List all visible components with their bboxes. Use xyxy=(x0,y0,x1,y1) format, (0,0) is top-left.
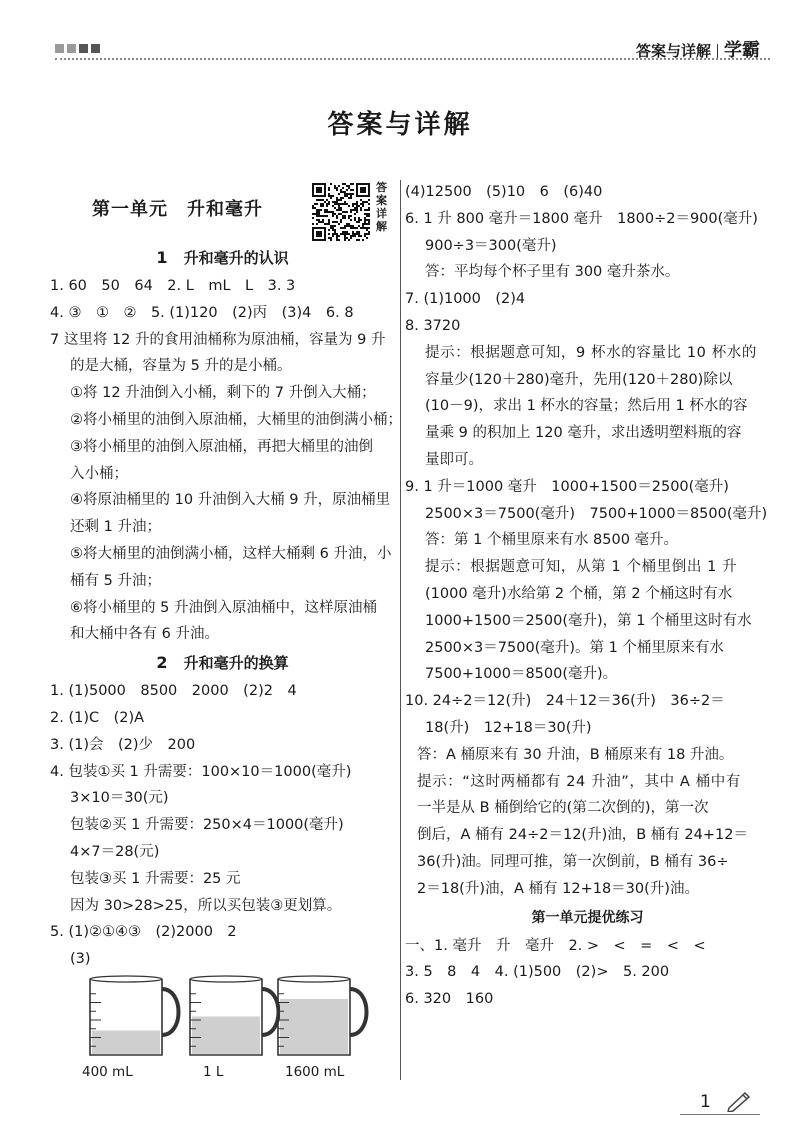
page-title: 答案与详解 xyxy=(327,110,473,140)
header-decoration xyxy=(55,44,100,53)
section-1-answers xyxy=(50,273,402,648)
answer-line: ④将原油桶里的 10 升油倒入大桶 9 升，原油桶里 xyxy=(70,492,391,509)
brand-logo: 学霸 xyxy=(724,40,760,61)
answer-line: 10. 24÷2＝12(升) 24＋12＝36(升) 36÷2＝ xyxy=(405,693,725,710)
answer-line: 答：第 1 个桶里原来有水 8500 毫升。 xyxy=(425,532,679,549)
measuring-cup xyxy=(90,976,179,1055)
answer-line: 900÷3＝300(毫升) xyxy=(425,237,557,254)
answer-line: 4. 包装①买 1 升需要：100×10＝1000(毫升) xyxy=(50,763,352,780)
answer-line: ⑤将大桶里的油倒满小桶，这样大桶剩 6 升油，小 xyxy=(70,545,392,562)
section-title: 升和毫升的认识 xyxy=(183,249,289,267)
section-title: 升和毫升的换算 xyxy=(183,654,289,673)
answer-line: 1. (1)5000 8500 2000 (2)2 4 xyxy=(50,683,297,700)
right-column xyxy=(405,179,770,1013)
unit-header xyxy=(50,181,395,243)
qr-caption: 答案详解 xyxy=(376,181,387,233)
answer-line: 和大桶中各有 6 升油。 xyxy=(70,626,219,643)
answer-line: 一半是从 B 桶倒给它的(第二次倒的)，第一次 xyxy=(417,800,709,817)
answer-line: 还剩 1 升油； xyxy=(70,519,161,536)
section-number: 2 xyxy=(156,653,168,673)
answer-line: 包装③买 1 升需要：25 元 xyxy=(70,870,241,887)
answer-line: 提示：根据题意可知，9 杯水的容量比 10 杯水的 xyxy=(425,344,758,361)
section-heading-1 xyxy=(50,243,395,273)
answer-line: (3) xyxy=(70,951,91,968)
header-section: 答案与详解 xyxy=(635,42,711,60)
cup-label: 1600 mL xyxy=(285,1063,345,1080)
water-level xyxy=(192,1016,260,1054)
running-header xyxy=(636,36,760,62)
answer-line: 2. (1)C (2)A xyxy=(50,709,145,726)
water-level xyxy=(280,999,348,1054)
page-number: 1 xyxy=(700,1092,711,1112)
answer-line: 5. (1)②①④③ (2)2000 2 xyxy=(50,924,237,941)
answer-line: 7500+1000＝8500(毫升)。 xyxy=(425,666,618,683)
column-divider xyxy=(400,180,401,1080)
answer-line: 2500×3＝7500(毫升)。第 1 个桶里原来有水 xyxy=(425,639,724,656)
answer-line: 6. 1 升 800 毫升＝1800 毫升 1800÷2＝900(毫升) xyxy=(405,210,758,227)
footer-rule xyxy=(680,1114,760,1115)
qr-code-icon[interactable] xyxy=(312,183,370,241)
pencil-icon xyxy=(725,1090,753,1112)
answer-line: 6. 320 160 xyxy=(405,991,494,1008)
section-number: 1 xyxy=(156,248,168,267)
header-separator xyxy=(717,44,718,58)
left-column xyxy=(50,181,402,1080)
answer-line: 7 这里将 12 升的食用油桶称为原油桶，容量为 9 升 xyxy=(50,331,386,348)
answer-line: 8. 3720 xyxy=(405,317,461,334)
answer-line: ⑥将小桶里的 5 升油倒入原油桶中，这样原油桶 xyxy=(70,599,377,616)
measuring-cup xyxy=(190,976,279,1055)
answer-line: (1000 毫升)水给第 2 个桶，第 2 个桶这时有水 xyxy=(425,585,733,602)
answer-line: 提示：“这时两桶都有 24 升油”，其中 A 桶中有 xyxy=(417,773,741,790)
cup-figure xyxy=(50,973,395,1080)
answer-line: 一、1. 毫升 升 毫升 2. > < = < < xyxy=(405,937,706,954)
answer-line: 量乘 9 的积加上 120 毫升，求出透明塑料瓶的容 xyxy=(425,425,742,442)
answer-line: 答：A 桶原来有 30 升油，B 桶原来有 18 升油。 xyxy=(417,746,734,763)
answer-line: 9. 1 升＝1000 毫升 1000+1500＝2500(毫升) xyxy=(405,478,729,495)
answer-line: 3×10＝30(元) xyxy=(70,790,169,807)
answer-line: 桶有 5 升油； xyxy=(70,572,161,589)
answer-line: 2500×3＝7500(毫升) 7500+1000＝8500(毫升) xyxy=(425,505,768,522)
answer-line: 提示：根据题意可知，从第 1 个桶里倒出 1 升 xyxy=(425,559,738,576)
answer-line: ①将 12 升油倒入小桶，剩下的 7 升倒入大桶； xyxy=(70,385,376,402)
answer-line: 3. 5 8 4 4. (1)500 (2)> 5. 200 xyxy=(405,964,670,981)
answer-line: 入小桶； xyxy=(70,465,128,482)
section-2-answers xyxy=(50,678,395,973)
unit-title: 第一单元 升和毫升 xyxy=(92,199,263,220)
answer-line: (4)12500 (5)10 6 (6)40 xyxy=(405,184,603,200)
answer-line: 包装②买 1 升需要：250×4＝1000(毫升) xyxy=(70,817,344,834)
measuring-cups-illustration xyxy=(50,973,395,1059)
answer-line: 答：平均每个杯子里有 300 毫升茶水。 xyxy=(425,264,680,281)
measuring-cup xyxy=(278,976,367,1055)
answer-line: 因为 30>28>25，所以买包装③更划算。 xyxy=(70,897,342,914)
water-level xyxy=(92,1030,160,1054)
answer-line: 1000+1500＝2500(毫升)，第 1 个桶里这时有水 xyxy=(425,612,752,629)
right-answers xyxy=(405,179,770,903)
answer-line: 7. (1)1000 (2)4 xyxy=(405,291,526,308)
answer-line: 容量少(120＋280)毫升，先用(120＋280)除以 xyxy=(425,371,733,388)
cup-label: 1 L xyxy=(203,1063,224,1080)
answer-line: 4×7＝28(元) xyxy=(70,843,160,860)
answer-line: 4. ③ ① ② 5. (1)120 (2)丙 (3)4 6. 8 xyxy=(50,304,354,321)
answer-line: 18(升) 12+18＝30(升) xyxy=(425,719,592,736)
answer-line: 2＝18(升)油，A 桶有 12+18＝30(升)油。 xyxy=(417,880,699,897)
practice-answers xyxy=(405,933,770,1013)
answer-line: 的是大桶，容量为 5 升的是小桶。 xyxy=(70,358,292,375)
answer-line: 量即可。 xyxy=(425,451,483,468)
answer-line: 3. (1)会 (2)少 200 xyxy=(50,736,196,753)
answer-line: 36(升)油。同理可推，第一次倒前，B 桶有 36÷ xyxy=(417,853,729,870)
cup-label: 400 mL xyxy=(82,1063,133,1080)
answer-line: ②将小桶里的油倒入原油桶，大桶里的油倒满小桶； xyxy=(70,411,402,428)
answer-line: ③将小桶里的油倒入原油桶，再把大桶里的油倒 xyxy=(70,438,373,455)
practice-heading: 第一单元提优练习 xyxy=(531,909,644,926)
answer-line: 倒后，A 桶有 24÷2＝12(升)油，B 桶有 24+12＝ xyxy=(417,827,748,844)
section-heading-2 xyxy=(50,648,395,678)
answer-line: (10－9)，求出 1 杯水的容量；然后用 1 杯水的容 xyxy=(425,398,748,415)
answer-line: 1. 60 50 64 2. L mL L 3. 3 xyxy=(50,278,296,294)
